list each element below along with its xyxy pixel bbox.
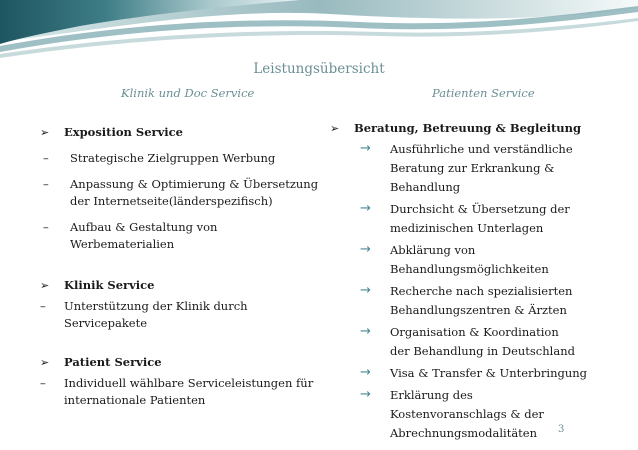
list-item-label: Recherche nach spezialisierten Behandlungszentren & Ärzten bbox=[390, 284, 573, 317]
list-item-label: Durchsicht & Übersetzung der medizinischen Unterlagen bbox=[390, 202, 570, 235]
list-item bbox=[330, 140, 580, 197]
list-item bbox=[40, 150, 320, 167]
arrow-bullet-icon: → bbox=[360, 324, 371, 339]
page-number: 3 bbox=[558, 424, 565, 435]
arrowhead-bullet-icon: ➢ bbox=[40, 279, 50, 292]
list-item bbox=[40, 375, 314, 409]
list-item bbox=[40, 219, 320, 253]
list-item bbox=[330, 282, 585, 320]
arrow-bullet-icon: → bbox=[360, 141, 371, 156]
arrowhead-bullet-icon: ➢ bbox=[40, 356, 50, 369]
list-item bbox=[330, 241, 585, 279]
list-item-label: Unterstützung der Klinik durch Servicepakete bbox=[64, 299, 248, 330]
list-item-label: Abklärung von Behandlungsmöglichkeiten bbox=[390, 243, 549, 276]
list-item bbox=[330, 200, 590, 238]
section-heading-label: Patient Service bbox=[64, 355, 162, 369]
right-column-subtitle: Patienten Service bbox=[432, 86, 535, 100]
dash-bullet-icon: – bbox=[40, 376, 46, 390]
list-item-label: Strategische Zielgruppen Werbung bbox=[70, 151, 276, 165]
section-heading-patient bbox=[40, 354, 320, 371]
list-item bbox=[330, 323, 580, 361]
list-item-label: Organisation & Koordination der Behandlung in Deutschland bbox=[390, 325, 575, 358]
arrow-bullet-icon: → bbox=[360, 387, 371, 402]
arrow-bullet-icon: → bbox=[360, 365, 371, 380]
page-title: Leistungsübersicht bbox=[253, 61, 385, 77]
section-heading-label: Beratung, Betreuung & Begleitung bbox=[354, 121, 582, 135]
dash-bullet-icon: – bbox=[40, 299, 46, 313]
arrow-bullet-icon: → bbox=[360, 283, 371, 298]
list-item-label: Visa & Transfer & Unterbringung bbox=[390, 366, 588, 380]
section-heading-exposition bbox=[40, 124, 320, 141]
left-column bbox=[40, 124, 320, 409]
header-wave-decoration bbox=[0, 0, 638, 60]
section-heading-klinik bbox=[40, 277, 320, 294]
list-item-label: Individuell wählbare Serviceleistungen für internationale Patienten bbox=[64, 376, 314, 407]
section-heading-beratung bbox=[330, 120, 600, 137]
section-heading-label: Exposition Service bbox=[64, 125, 183, 139]
arrow-bullet-icon: → bbox=[360, 201, 371, 216]
list-item-label: Erklärung des Kostenvoranschlags & der Abrechnungsmodalitäten bbox=[390, 388, 544, 440]
arrowhead-bullet-icon: ➢ bbox=[330, 122, 340, 135]
section-heading-label: Klinik Service bbox=[64, 278, 155, 292]
list-item-label: Ausführliche und verständliche Beratung zur Erkrankung & Behandlung bbox=[390, 142, 573, 194]
dash-bullet-icon: – bbox=[43, 151, 49, 165]
left-column-subtitle: Klinik und Doc Service bbox=[121, 86, 255, 100]
dash-bullet-icon: – bbox=[43, 220, 49, 234]
arrowhead-bullet-icon: ➢ bbox=[40, 126, 50, 139]
right-column bbox=[330, 120, 600, 443]
arrow-bullet-icon: → bbox=[360, 242, 371, 257]
list-item bbox=[330, 364, 590, 383]
dash-bullet-icon: – bbox=[43, 177, 49, 191]
list-item bbox=[40, 298, 320, 332]
list-item-label: Aufbau & Gestaltung von Werbematerialien bbox=[70, 220, 218, 251]
list-item-label: Anpassung & Optimierung & Übersetzung der Internetseite(länderspezifisch) bbox=[70, 177, 319, 208]
list-item bbox=[40, 176, 320, 210]
list-item bbox=[330, 386, 590, 443]
